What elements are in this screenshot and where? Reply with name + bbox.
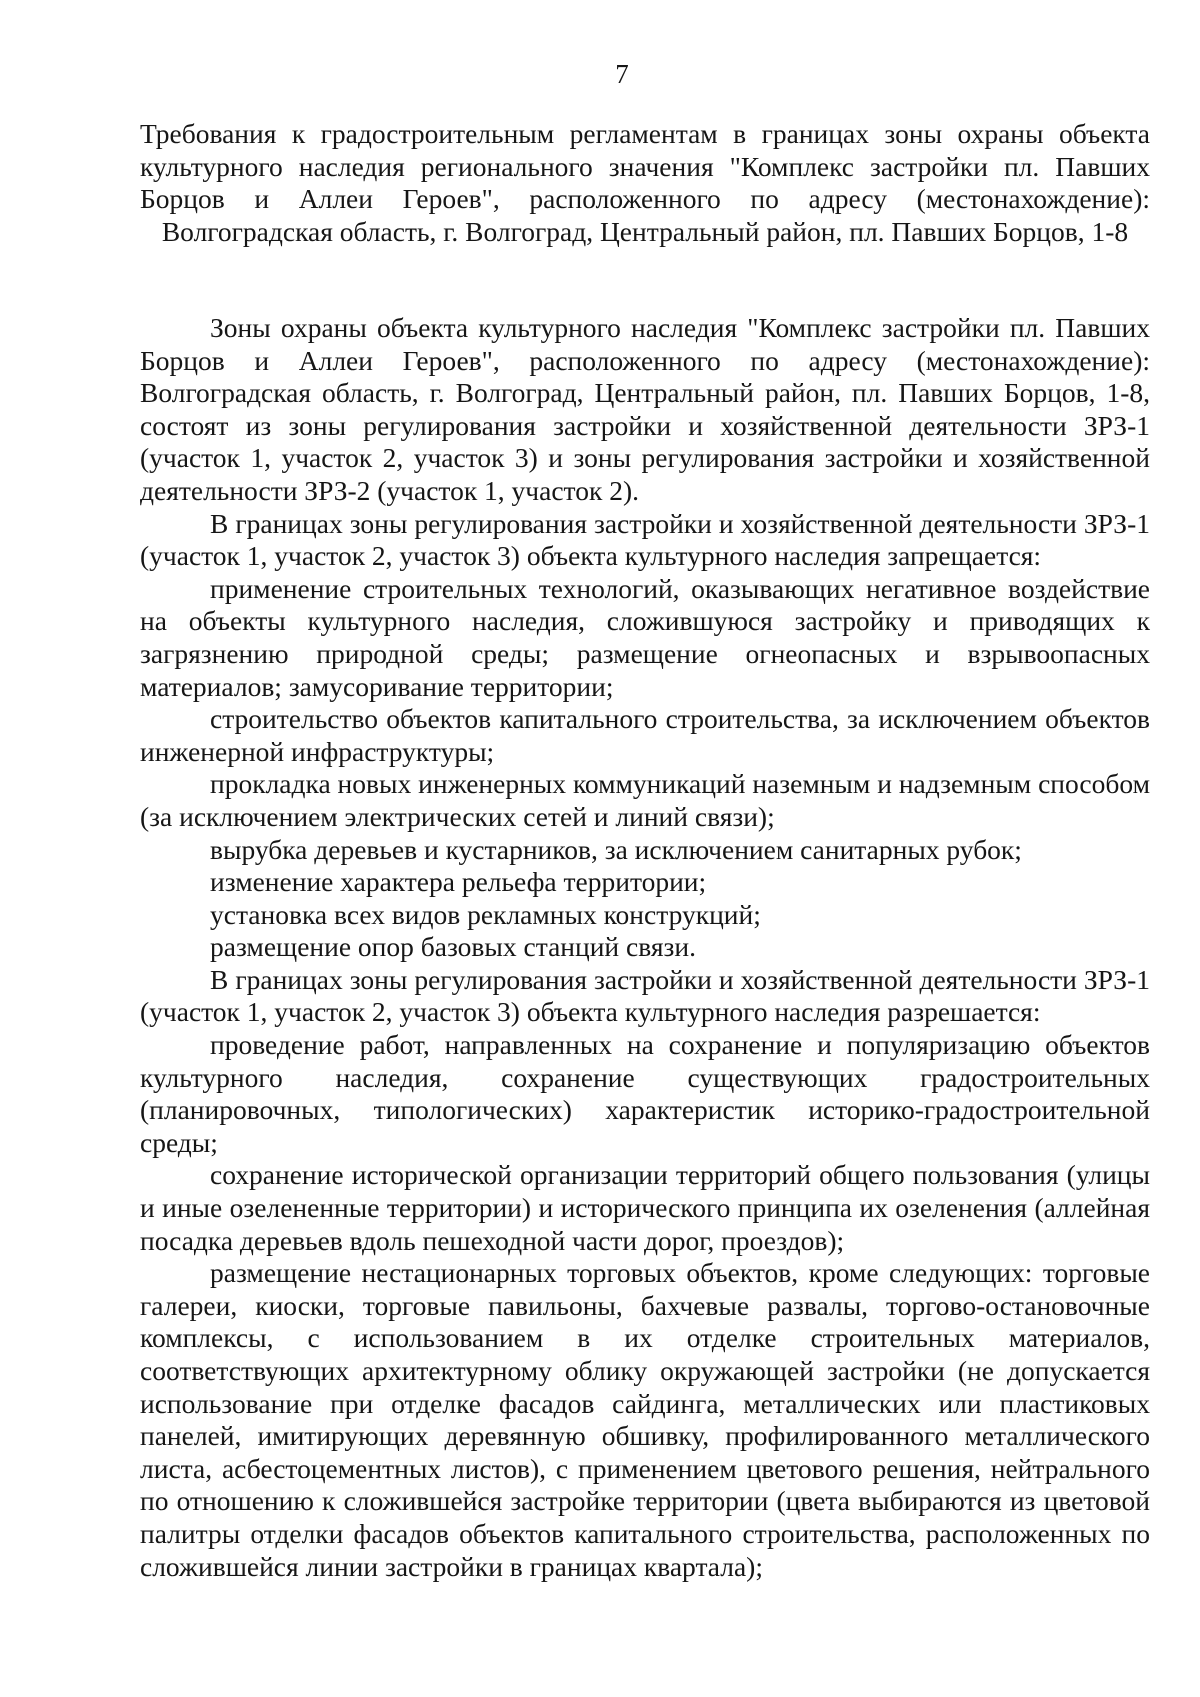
paragraph-prohibited-advertising: установка всех видов рекламных конструкций; xyxy=(210,898,761,930)
document-title: Требования к градостроительным регламентам в границах зоны охраны объекта культурного наследия регионального значения "Комплекс застройки пл. Павших Борцов и Аллеи Героев", расположенного по адресу (местонахождение): Волгоградская область, г. Волгоград, Центральный район, пл. Павших Борцов, 1-8 xyxy=(140,118,1150,247)
paragraph-prohibited-relief-change: изменение характера рельефа территории; xyxy=(210,866,707,898)
paragraph-zones-composition: Зоны охраны объекта культурного наследия "Комплекс застройки пл. Павших Борцов и Аллеи Героев", расположенного по адресу (местонахождение): Волгоградская область, г. Волгоград, Центральный район, пл. Павших Борцов, 1-8, состоят из зоны регулирования застройки и хозяйственной деятельности ЗРЗ-1 (участок 1, участок 2, участок 3) и зоны регулирования застройки и хозяйственной деятельности ЗРЗ-2 (участок 1, участок 2). xyxy=(140,312,1150,506)
document-body xyxy=(140,312,1150,1583)
paragraph-allowed-trade-objects: размещение нестационарных торговых объектов, кроме следующих: торговые галереи, киоски, торговые павильоны, бахчевые развалы, торгово-остановочные комплексы, с использованием в их отделке строительных материалов, соответствующих архитектурному облику окружающей застройки (не допускается использование при отделке фасадов сайдинга, металлических или пластиковых панелей, имитирующих деревянную обшивку, профилированного металлического листа, асбестоцементных листов), с применением цветового решения, нейтрального по отношению к сложившейся застройке территории (цвета выбираются из цветовой палитры отделки фасадов объектов капитального строительства, расположенных по сложившейся линии застройки в границах квартала); xyxy=(140,1257,1150,1582)
paragraph-prohibited-construction: строительство объектов капитального строительства, за исключением объектов инженерной инфраструктуры; xyxy=(140,703,1150,767)
paragraph-zrz1-prohibited-heading: В границах зоны регулирования застройки и хозяйственной деятельности ЗРЗ-1 (участок 1, участок 2, участок 3) объекта культурного наследия запрещается: xyxy=(140,507,1150,572)
page-number: 7 xyxy=(615,59,629,89)
paragraph-allowed-public-spaces: сохранение исторической организации территорий общего пользования (улицы и иные озелененные территории) и исторического принципа их озеленения (аллейная посадка деревьев вдоль пешеходной части дорог, проездов); xyxy=(140,1159,1150,1256)
paragraph-prohibited-communications: прокладка новых инженерных коммуникаций наземным и надземным способом (за исключением электрических сетей и линий связи); xyxy=(140,768,1150,832)
paragraph-prohibited-technologies: применение строительных технологий, оказывающих негативное воздействие на объекты культурного наследия, сложившуюся застройку и приводящих к загрязнению природной среды; размещение огнеопасных и взрывоопасных материалов; замусоривание территории; xyxy=(140,572,1150,702)
paragraph-prohibited-base-stations: размещение опор базовых станций связи. xyxy=(210,931,696,963)
paragraph-allowed-preservation: проведение работ, направленных на сохранение и популяризацию объектов культурного наследия, сохранение существующих градостроительных (планировочных, типологических) характеристик историко-градостроительной среды; xyxy=(140,1029,1150,1158)
paragraph-zrz1-allowed-heading: В границах зоны регулирования застройки и хозяйственной деятельности ЗРЗ-1 (участок 1, участок 2, участок 3) объекта культурного наследия разрешается: xyxy=(140,963,1150,1028)
paragraph-prohibited-tree-cutting: вырубка деревьев и кустарников, за исключением санитарных рубок; xyxy=(210,833,1022,865)
